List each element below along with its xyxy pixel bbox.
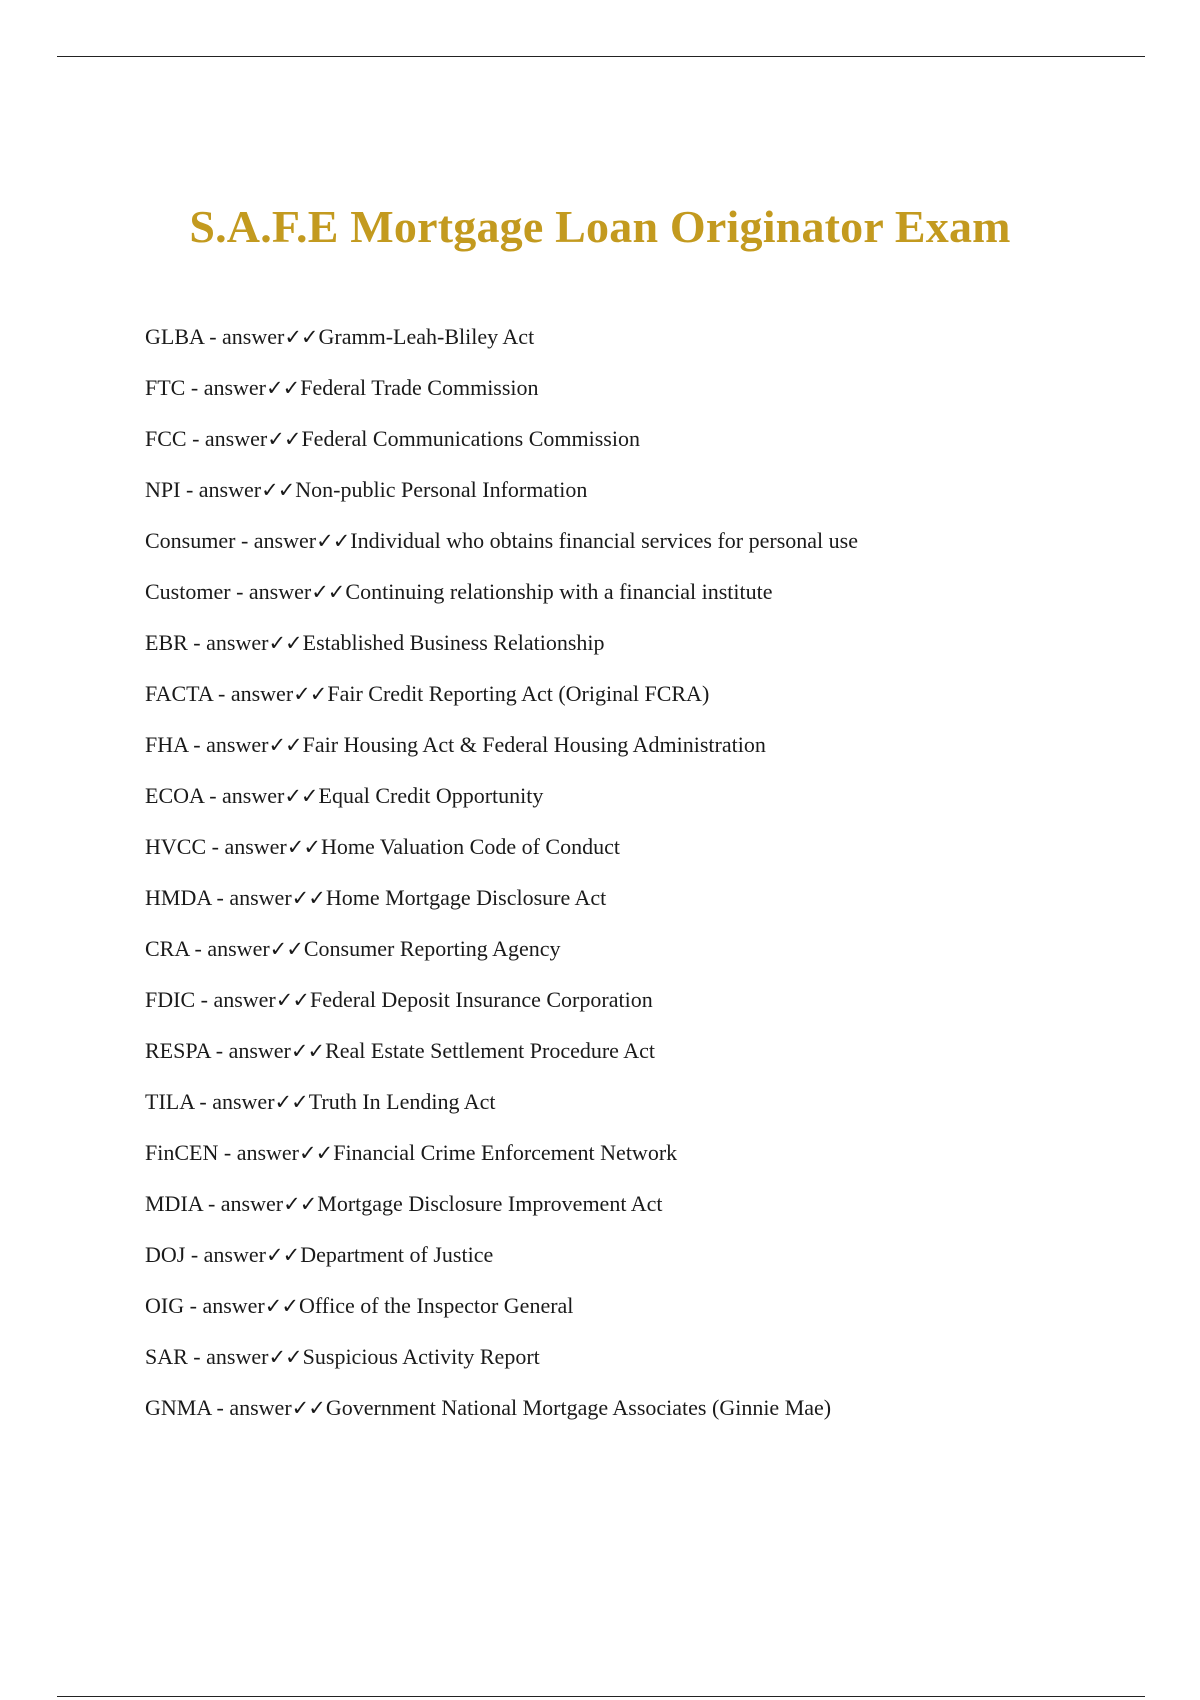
double-checkmark-icon: ✓✓ [265,1243,300,1267]
qa-item [145,832,1145,883]
qa-separator: - [187,732,207,757]
qa-term: OIG [145,1293,185,1318]
qa-item [145,322,1145,373]
qa-item [145,883,1145,934]
qa-answer-label: answer [204,426,268,451]
qa-answer-label: answer [203,1242,266,1267]
double-checkmark-icon: ✓✓ [268,631,302,655]
qa-answer-label: answer [206,1344,269,1369]
qa-item [145,1138,1145,1189]
qa-definition: Federal Communications Commission [301,426,640,451]
qa-answer-label: answer [202,1293,265,1318]
qa-answer-label: answer [212,1089,275,1114]
qa-separator: - [180,477,199,502]
qa-separator: - [210,1038,229,1063]
qa-item [145,985,1145,1036]
qa-answer-label: answer [213,987,276,1012]
qa-definition: Federal Trade Commission [300,375,539,400]
qa-item [145,1291,1145,1342]
qa-answer-label: answer [230,681,294,706]
double-checkmark-icon: ✓✓ [264,1294,298,1318]
qa-separator: - [206,834,225,859]
qa-item [145,373,1145,424]
qa-definition: Mortgage Disclosure Improvement Act [317,1191,663,1216]
qa-answer-label: answer [203,375,266,400]
qa-definition: Fair Credit Reporting Act (Original FCRA) [327,681,710,706]
qa-definition: Department of Justice [300,1242,494,1267]
double-checkmark-icon: ✓✓ [299,1141,333,1165]
double-checkmark-icon: ✓✓ [291,886,325,910]
qa-term: GNMA [145,1395,212,1420]
double-checkmark-icon: ✓✓ [261,478,295,502]
qa-separator: - [193,1089,213,1114]
double-checkmark-icon: ✓✓ [284,325,318,349]
qa-definition: Financial Crime Enforcement Network [333,1140,678,1165]
qa-item [145,730,1145,781]
qa-definition: Home Valuation Code of Conduct [320,834,620,859]
qa-answer-label: answer [220,1191,284,1216]
qa-term: EBR [145,630,188,655]
qa-term: GLBA [145,324,204,349]
qa-separator: - [235,528,254,553]
qa-definition: Continuing relationship with a financial institute [345,579,773,604]
qa-separator: - [203,783,223,808]
qa-separator: - [211,885,230,910]
qa-term: HVCC [145,834,207,859]
double-checkmark-icon: ✓✓ [274,1090,308,1114]
qa-answer-label: answer [248,579,312,604]
qa-separator: - [185,375,204,400]
qa-separator: - [187,1344,207,1369]
double-checkmark-icon: ✓✓ [311,580,345,604]
qa-answer-label: answer [236,1140,299,1165]
double-checkmark-icon: ✓✓ [283,1192,317,1216]
qa-definition: Fair Housing Act & Federal Housing Administration [302,732,766,757]
qa-item [145,1189,1145,1240]
qa-item [145,577,1145,628]
qa-term: ECOA [145,783,204,808]
double-checkmark-icon: ✓✓ [268,733,302,757]
qa-term: TILA [145,1089,194,1114]
qa-definition: Non-public Personal Information [295,477,588,502]
qa-term: FACTA [145,681,213,706]
qa-item [145,1342,1145,1393]
page-title: S.A.F.E Mortgage Loan Originator Exam [189,200,1011,252]
double-checkmark-icon: ✓✓ [269,937,303,961]
qa-definition: Truth In Lending Act [308,1089,496,1114]
qa-term: Consumer [145,528,236,553]
qa-definition: Consumer Reporting Agency [303,936,561,961]
double-checkmark-icon: ✓✓ [286,835,320,859]
qa-separator: - [195,987,214,1012]
qa-separator: - [184,1293,203,1318]
qa-definition: Government National Mortgage Associates (Ginnie Mae) [325,1395,832,1420]
qa-answer-label: answer [228,1038,291,1063]
qa-term: Customer [145,579,231,604]
qa-item [145,781,1145,832]
qa-term: FTC [145,375,186,400]
qa-definition: Federal Deposit Insurance Corporation [309,987,653,1012]
qa-definition: Equal Credit Opportunity [318,783,544,808]
qa-separator: - [186,426,205,451]
qa-item [145,1087,1145,1138]
qa-answer-label: answer [253,528,317,553]
qa-term: NPI [145,477,181,502]
qa-item [145,1393,1145,1444]
top-divider [57,56,1145,57]
qa-item [145,526,1145,577]
qa-answer-label: answer [222,783,285,808]
qa-separator: - [212,681,231,706]
qa-term: HMDA [145,885,212,910]
qa-definition: Home Mortgage Disclosure Act [325,885,607,910]
qa-separator: - [189,936,208,961]
double-checkmark-icon: ✓✓ [290,1039,325,1063]
qa-term: MDIA [145,1191,203,1216]
qa-item [145,424,1145,475]
qa-separator: - [211,1395,230,1420]
qa-separator: - [230,579,249,604]
qa-item [145,475,1145,526]
double-checkmark-icon: ✓✓ [267,427,301,451]
qa-definition: Office of the Inspector General [298,1293,574,1318]
qa-separator: - [187,630,207,655]
qa-item [145,628,1145,679]
double-checkmark-icon: ✓✓ [266,376,300,400]
qa-answer-label: answer [224,834,287,859]
double-checkmark-icon: ✓✓ [293,682,327,706]
qa-term: DOJ [145,1242,186,1267]
qa-term: FHA [145,732,188,757]
qa-term: SAR [145,1344,188,1369]
double-checkmark-icon: ✓✓ [316,529,350,553]
qa-definition: Suspicious Activity Report [302,1344,540,1369]
qa-term: FCC [145,426,187,451]
qa-item [145,679,1145,730]
qa-definition: Real Estate Settlement Procedure Act [325,1038,655,1063]
qa-answer-label: answer [206,732,269,757]
qa-separator: - [218,1140,237,1165]
double-checkmark-icon: ✓✓ [275,988,309,1012]
qa-answer-label: answer [229,1395,292,1420]
qa-separator: - [203,324,223,349]
qa-answer-label: answer [198,477,262,502]
qa-term: FDIC [145,987,196,1012]
qa-definition: Gramm-Leah-Bliley Act [318,324,535,349]
qa-answer-label: answer [222,324,285,349]
qa-definition: Individual who obtains financial services for personal use [350,528,858,553]
qa-term: CRA [145,936,190,961]
qa-list [145,322,1145,1444]
qa-separator: - [185,1242,204,1267]
qa-answer-label: answer [206,630,269,655]
double-checkmark-icon: ✓✓ [284,784,318,808]
qa-term: RESPA [145,1038,211,1063]
qa-item [145,1036,1145,1087]
qa-item [145,934,1145,985]
qa-separator: - [202,1191,221,1216]
qa-item [145,1240,1145,1291]
qa-answer-label: answer [207,936,270,961]
double-checkmark-icon: ✓✓ [268,1345,302,1369]
qa-term: FinCEN [145,1140,219,1165]
qa-answer-label: answer [229,885,292,910]
double-checkmark-icon: ✓✓ [291,1396,325,1420]
qa-definition: Established Business Relationship [302,630,605,655]
bottom-divider [57,1696,1145,1697]
